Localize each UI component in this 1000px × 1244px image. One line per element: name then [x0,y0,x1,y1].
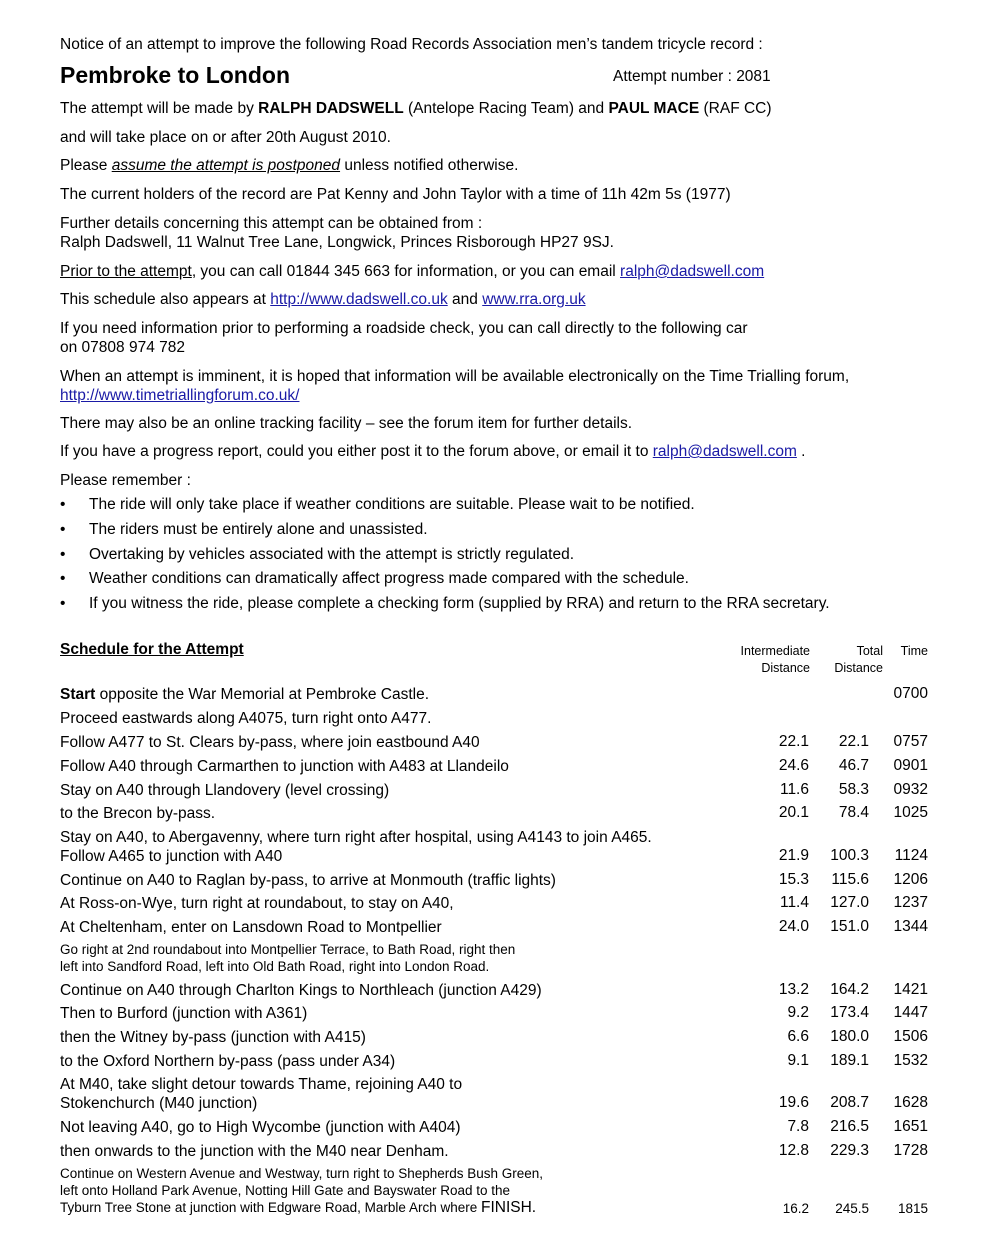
route-description [60,804,215,823]
reminder-item: Weather conditions can dramatically affect progress made compared with the schedule. [89,570,689,587]
route-description [60,781,389,800]
intermediate-distance: 15.3 [778,871,809,888]
scheduled-time: 1025 [893,804,928,821]
progress-email-link[interactable]: ralph@dadswell.com [652,443,797,460]
route-description [60,1052,395,1071]
route-description [60,709,431,728]
route-line: Follow A477 to St. Clears by-pass, where join eastbound A40 [60,734,480,751]
progress-pre: If you have a progress report, could you either post it to the forum above, or email it to [60,443,653,460]
riders-pre: The attempt will be made by [60,100,259,117]
date-line: and will take place on or after 20th August 2010. [60,129,391,146]
reminder-item: Overtaking by vehicles associated with the attempt is strictly regulated. [89,546,575,563]
scheduled-time: 1124 [894,847,928,864]
details-line-2: Ralph Dadswell, 11 Walnut Tree Lane, Longwick, Princes Risborough HP27 9SJ. [60,234,614,251]
route-description [60,1028,366,1047]
scheduled-time: 1344 [893,918,928,935]
scheduled-time: 0932 [893,781,928,798]
schedule-web-pre: This schedule also appears at [60,291,271,308]
intermediate-distance: 16.2 [782,1201,809,1216]
route-description [60,828,652,866]
intermediate-distance: 24.0 [778,918,809,935]
start-label: Start [60,686,96,703]
details-line-1: Further details concerning this attempt can be obtained from : [60,215,483,232]
progress-line [60,442,806,461]
intermediate-distance: 11.6 [779,781,809,798]
route-line: Stay on A40, to Abergavenny, where turn right after hospital, using A4143 to join A465. [60,829,652,846]
route-line: At M40, take slight detour towards Thame, rejoining A40 to [60,1076,463,1093]
intermediate-distance: 22.1 [778,733,809,750]
bullet-icon: • [60,595,66,612]
intermediate-distance: 9.1 [787,1052,809,1069]
route-description [60,1004,307,1023]
route-description [60,918,442,937]
record-title: Pembroke to London [60,62,290,88]
scheduled-time: 1206 [893,871,928,888]
schedule-title: Schedule for the Attempt [60,641,244,658]
bullet-icon: • [60,546,66,563]
imminent-line: When an attempt is imminent, it is hoped that information will be available electronically on the Time Trialling forum, [60,368,850,385]
postponed-pre: Please [60,157,112,174]
postponed-line [60,156,518,175]
intermediate-distance: 12.8 [778,1142,809,1159]
route-line: Follow A465 to junction with A40 [60,848,283,865]
route-description [60,1075,462,1113]
scheduled-time: 0901 [893,757,928,774]
column-intermediate-distance [720,643,810,677]
column-intermediate-line-1: Intermediate [740,644,810,658]
tracking-line: There may also be an online tracking facility – see the forum item for further details. [60,415,633,432]
postponed-emphasis: assume the attempt is postponed [111,157,341,174]
rra-website-link[interactable]: www.rra.org.uk [482,291,586,308]
forum-url-line [60,386,299,405]
route-line: At Ross-on-Wye, turn right at roundabout, to stay on A40, [60,895,454,912]
rider-1-name: RALPH DADSWELL [258,100,404,117]
scheduled-time: 1506 [893,1028,928,1045]
scheduled-time: 1815 [897,1201,928,1216]
total-distance: 22.1 [838,733,869,750]
scheduled-time: 1421 [893,981,928,998]
reminder-item: If you witness the ride, please complete a checking form (supplied by RRA) and return to the RRA secretary. [89,595,830,612]
postponed-post: unless notified otherwise. [340,157,519,174]
route-description [60,733,480,752]
total-distance: 46.7 [838,757,869,774]
total-distance: 78.4 [838,804,869,821]
route-line: then the Witney by-pass (junction with A415) [60,1029,366,1046]
route-line: left into Sandford Road, left into Old Bath Road, right into London Road. [60,959,490,974]
route-description [60,1118,461,1137]
total-distance: 216.5 [830,1118,869,1135]
route-description [60,685,429,704]
intermediate-distance: 11.4 [779,894,809,911]
route-line: Tyburn Tree Stone at junction with Edgware Road, Marble Arch where FINISH. [60,1199,537,1216]
total-distance: 58.3 [838,781,869,798]
route-line: Stay on A40 through Llandovery (level crossing) [60,782,390,799]
total-distance: 180.0 [830,1028,869,1045]
route-line: Not leaving A40, go to High Wycombe (junction with A404) [60,1119,461,1136]
total-distance: 127.0 [830,894,869,911]
bullet-icon: • [60,521,66,538]
column-total-line-2: Distance [834,661,883,675]
prior-line [60,262,764,281]
rider-2-name: PAUL MACE [608,100,700,117]
route-line: Then to Burford (junction with A361) [60,1005,308,1022]
finish-label: FINISH. [480,1199,537,1216]
route-line: At Cheltenham, enter on Lansdown Road to Montpellier [60,919,442,936]
route-description [60,871,556,890]
total-distance: 173.4 [830,1004,869,1021]
route-line: Go right at 2nd roundabout into Montpellier Terrace, to Bath Road, right then [60,942,516,957]
dadswell-website-link[interactable]: http://www.dadswell.co.uk [270,291,448,308]
roadside-line-2: on 07808 974 782 [60,339,185,356]
route-line: Stokenchurch (M40 junction) [60,1095,258,1112]
scheduled-time: 1628 [893,1094,928,1111]
total-distance: 189.1 [830,1052,869,1069]
reminder-item: The ride will only take place if weather conditions are suitable. Please wait to be notified. [89,496,695,513]
route-description [60,1142,449,1161]
intermediate-distance: 7.8 [787,1118,809,1135]
scheduled-time: 1728 [893,1142,928,1159]
route-line: Continue on A40 through Charlton Kings to Northleach (junction A429) [60,982,542,999]
bullet-icon: • [60,570,66,587]
scheduled-time: 1237 [893,894,928,911]
bullet-icon: • [60,496,66,513]
forum-link[interactable]: http://www.timetriallingforum.co.uk/ [60,387,300,404]
rider-1-club: (Antelope Racing Team) and [403,100,609,117]
prior-emphasis: Prior to the attempt [60,263,192,280]
remember-line: Please remember : [60,472,191,489]
column-time [880,643,928,660]
intermediate-distance: 19.6 [778,1094,809,1111]
roadside-line-1: If you need information prior to performing a roadside check, you can call directly to the following car [60,320,748,337]
scheduled-time: 0757 [893,733,928,750]
total-distance: 151.0 [830,918,869,935]
route-description [60,981,542,1000]
intermediate-distance: 6.6 [787,1028,809,1045]
scheduled-time: 1532 [893,1052,928,1069]
scheduled-time: 1651 [893,1118,928,1135]
column-total-distance [803,643,883,677]
route-line: then onwards to the junction with the M40 near Denham. [60,1143,449,1160]
intermediate-distance: 24.6 [778,757,809,774]
total-distance: 245.5 [835,1201,869,1216]
route-line: Start opposite the War Memorial at Pembroke Castle. [60,686,430,703]
rider-2-club: (RAF CC) [699,100,772,117]
notice-line: Notice of an attempt to improve the following Road Records Association men’s tandem tricycle record : [60,36,763,53]
total-distance: 115.6 [831,871,869,888]
intermediate-distance: 9.2 [787,1004,809,1021]
total-distance: 229.3 [830,1142,869,1159]
attempt-number: Attempt number : 2081 [613,68,771,85]
schedule-web-mid: and [447,291,483,308]
intermediate-distance: 13.2 [778,981,809,998]
route-line: Continue on A40 to Raglan by-pass, to arrive at Monmouth (traffic lights) [60,872,556,889]
route-description [60,941,515,975]
riders-line [60,99,772,118]
route-description [60,1165,543,1216]
column-intermediate-line-2: Distance [761,661,810,675]
email-link[interactable]: ralph@dadswell.com [620,263,765,280]
progress-post: . [796,443,806,460]
intermediate-distance: 21.9 [778,847,809,864]
route-line: left onto Holland Park Avenue, Notting Hill Gate and Bayswater Road to the [60,1183,511,1198]
scheduled-time: 0700 [893,685,928,702]
reminder-item: The riders must be entirely alone and unassisted. [89,521,428,538]
prior-text: , you can call 01844 345 663 for information, or you can email [191,263,621,280]
column-total-line-1: Total [856,644,883,658]
route-line: to the Oxford Northern by-pass (pass under A34) [60,1053,396,1070]
total-distance: 164.2 [830,981,869,998]
route-description [60,757,509,776]
total-distance: 208.7 [830,1094,869,1111]
route-description [60,894,454,913]
route-line: to the Brecon by-pass. [60,805,216,822]
route-line: Follow A40 through Carmarthen to junction with A483 at Llandeilo [60,758,509,775]
scheduled-time: 1447 [893,1004,928,1021]
total-distance: 100.3 [830,847,869,864]
intermediate-distance: 20.1 [778,804,809,821]
schedule-web-line [60,290,586,309]
route-line: Proceed eastwards along A4075, turn right onto A477. [60,710,432,727]
column-time-label: Time [900,644,928,658]
holders-line: The current holders of the record are Pat Kenny and John Taylor with a time of 11h 42m 5s (1977) [60,186,731,203]
route-line: Continue on Western Avenue and Westway, turn right to Shepherds Bush Green, [60,1166,544,1181]
